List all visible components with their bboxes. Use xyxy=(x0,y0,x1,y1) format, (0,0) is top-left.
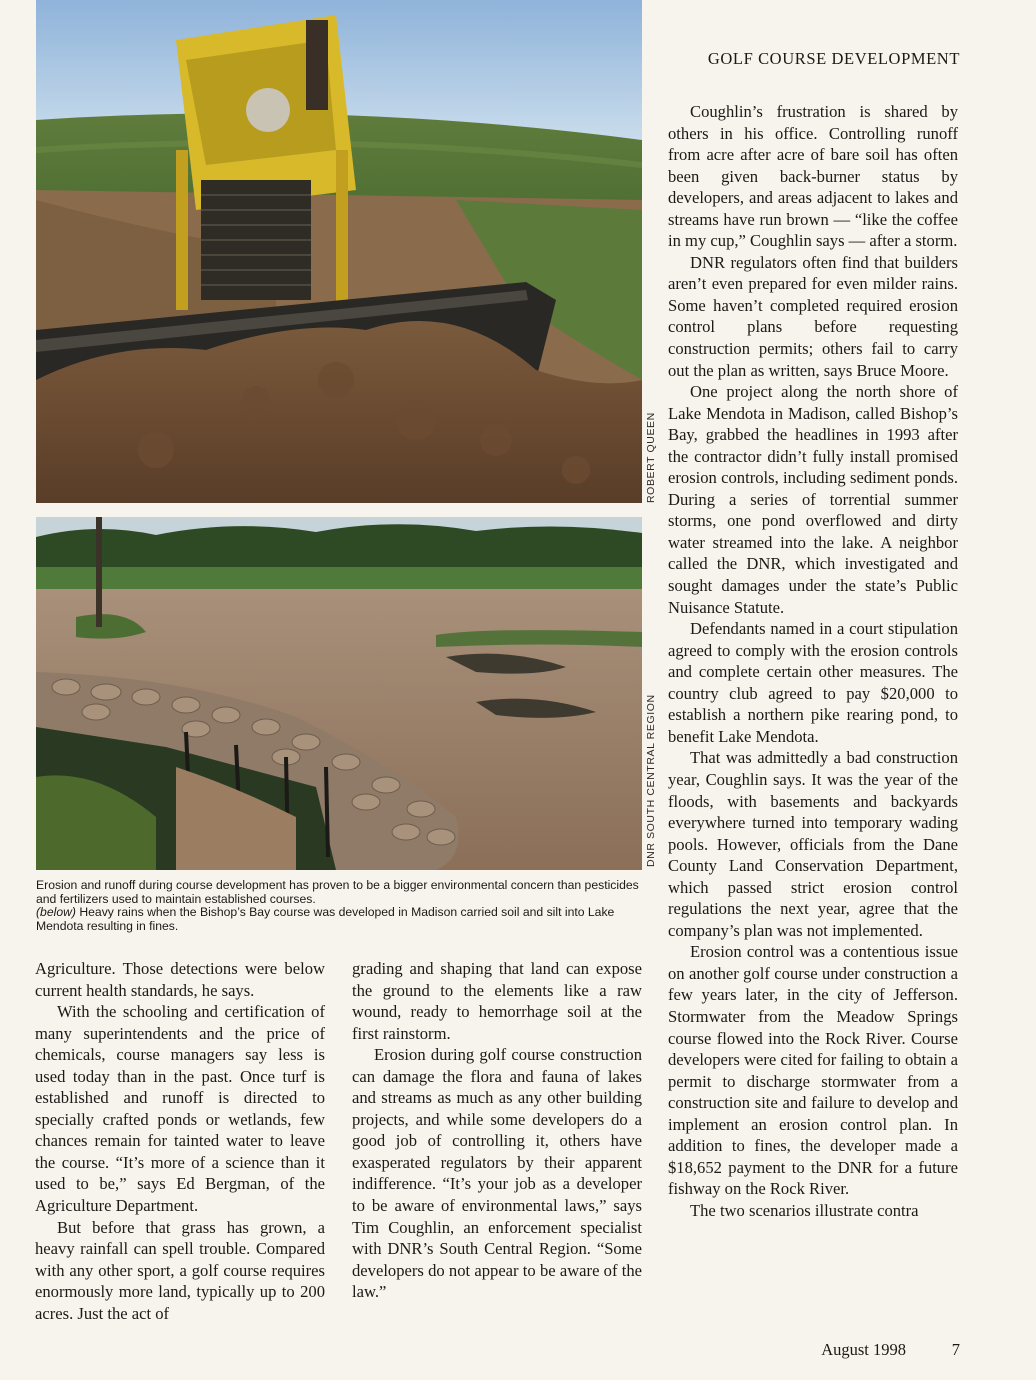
paragraph: The two scenarios illustrate contra xyxy=(690,1200,919,1220)
paragraph: Defendants named in a court stipulation agreed to comply with the erosion controls and complete certain other measures. The country club agreed to pay $20,000 to establish a northern pike rearing pond, to benefit Lake Mendota. xyxy=(668,619,958,746)
paragraph: One project along the north shore of Lake Mendota in Madison, called Bishop’s Bay, grabbed the headlines in 1993 after the contractor didn’t fully install promised erosion controls, including sediment ponds. During a series of torrential summer storms, one pond overflowed and dirty water streamed into the lake. A neighbor called the DNR, which investigated and sought damages under the state’s Public Nuisance Statute. xyxy=(668,382,958,617)
article-column-1 xyxy=(35,958,325,1324)
article-column-2 xyxy=(352,958,642,1303)
paragraph: DNR regulators often find that builders aren’t even prepared for even milder rains. Some haven’t completed required erosion control plans before requesting construction permits; others fail to carry out the plan as written, says Bruce Moore. xyxy=(668,252,958,380)
paragraph: Erosion control was a contentious issue on another golf course under construction a few years later, in the city of Jefferson. Stormwater from the Meadow Springs course flowed into the Rock River. Course developers were cited for failing to obtain a permit to discharge stormwater from a construction site and failure to develop and implement an erosion control plan. In addition to fines, the developer made a $18,652 payment to the DNR for a future fishway on the Rock River. xyxy=(668,942,958,1199)
bulldozer-photo xyxy=(36,0,642,503)
paragraph: Erosion during golf course construction can damage the flora and fauna of lakes and streams as much as any other building projects, and while some developers do a good job of controlling it, others have exasperated regulators by their apparent indifference. “It’s your job as a developer to be aware of environmental laws,” says Tim Coughlin, an enforcement specialist with DNR’s South Central Region. “Some developers do not appear to be aware of the law.” xyxy=(352,1045,642,1302)
caption-line-1: Erosion and runoff during course development has proven to be a bigger environmental concern than pesticides and fertilizers used to maintain established courses. xyxy=(36,878,639,906)
paragraph: But before that grass has grown, a heavy rainfall can spell trouble. Compared with any other sport, a golf course requires enormously more land, typically up to 200 acres. Just the act of xyxy=(35,1217,325,1323)
page-number: 7 xyxy=(951,1340,960,1359)
issue-date: August 1998 xyxy=(821,1340,906,1359)
flooded-course-photo xyxy=(36,517,642,870)
paragraph: That was admittedly a bad construction year, Coughlin says. It was the year of the floods, with basements and backyards everywhere turned into temporary wading pools. However, officials from the Dane County Land Conservation Department, which passed strict erosion control regulations the next year, agree that the company’s plan was not implemented. xyxy=(668,748,958,940)
paragraph: Agriculture. Those detections were below current health standards, he says. xyxy=(35,959,325,1000)
caption-line-2 xyxy=(36,906,642,933)
caption-line-2-text: Heavy rains when the Bishop’s Bay course was developed in Madison carried soil and silt into Lake Mendota resulting in fines. xyxy=(36,905,615,933)
paragraph: Coughlin’s frustration is shared by others in his office. Controlling runoff from acre after acre of bare soil has often been given back-burner status by developers, and areas adjacent to lakes and streams have run brown — “like the coffee in my cup,” Coughlin says — after a storm. xyxy=(668,102,958,251)
article-column-3 xyxy=(668,101,958,1221)
photo-credit-top: ROBERT QUEEN xyxy=(645,412,657,503)
paragraph: With the schooling and certification of many superintendents and the price of chemicals, course managers say less is used today than in the past. Once turf is established and runoff is directed to specially crafted ponds or wetlands, few chances remain for tainted water to leave the course. “It’s more of a science than it used to be,” says Ed Bergman, of the Agriculture Department. xyxy=(35,1002,325,1216)
section-title: GOLF COURSE DEVELOPMENT xyxy=(707,49,960,68)
paragraph: grading and shaping that land can expose the ground to the elements like a raw wound, ready to hemorrhage soil at the first rainstorm. xyxy=(352,959,642,1043)
caption-below-label: (below) xyxy=(36,905,76,919)
photo-caption xyxy=(36,879,642,933)
photo-credit-bottom: DNR SOUTH CENTRAL REGION xyxy=(645,694,657,867)
